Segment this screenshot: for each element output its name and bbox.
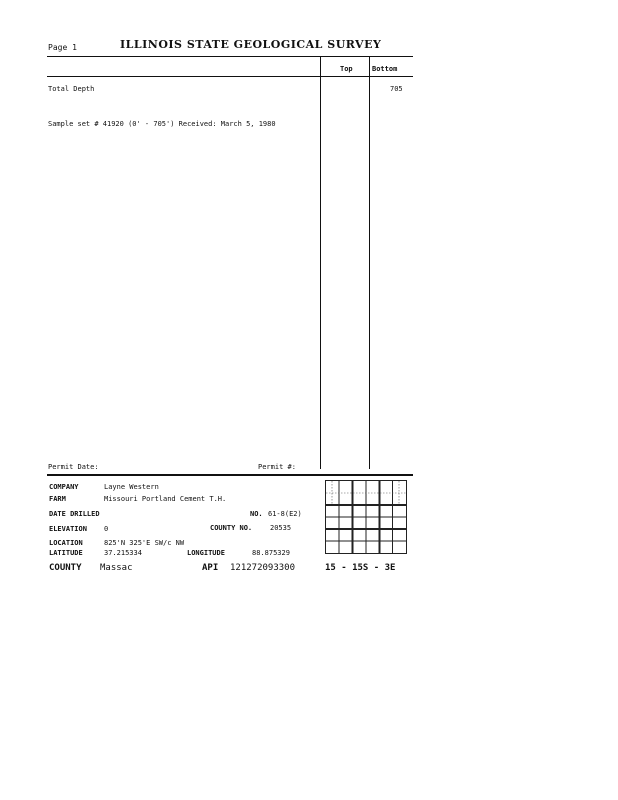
county-no-value: 20535 — [270, 524, 292, 532]
location-value: 825'N 325'E SW/c NW — [104, 539, 185, 547]
county-label: COUNTY — [49, 563, 82, 573]
section-location-grid — [325, 480, 407, 554]
date-drilled-label: DATE DRILLED — [49, 510, 100, 518]
no-label: NO. — [250, 510, 263, 518]
permit-number-label: Permit #: — [258, 463, 296, 471]
county-value: Massac — [100, 563, 133, 573]
permit-date-label: Permit Date: — [48, 463, 99, 471]
sample-set-line: Sample set # 41920 (0' - 705') Received: March 5, 1980 — [48, 120, 276, 128]
township-range: 15 - 15S - 3E — [325, 563, 396, 573]
api-value: 121272093300 — [230, 563, 296, 573]
page-label: Page 1 — [48, 43, 77, 52]
total-depth-label: Total Depth — [48, 85, 95, 93]
elevation-label: ELEVATION — [49, 525, 87, 533]
column-heading-rule — [47, 76, 413, 77]
company-label: COMPANY — [49, 483, 79, 491]
permit-rule — [47, 474, 413, 476]
top-column-heading: Top — [340, 65, 353, 73]
no-value: 61-8(E2) — [268, 510, 302, 518]
longitude-label: LONGITUDE — [187, 549, 225, 557]
location-label: LOCATION — [49, 539, 83, 547]
county-no-label: COUNTY NO. — [210, 524, 253, 532]
farm-value: Missouri Portland Cement T.H. — [104, 495, 227, 503]
elevation-value: 0 — [104, 525, 109, 533]
header-rule — [47, 56, 413, 57]
section-grid-lines — [326, 481, 406, 553]
company-value: Layne Western — [104, 483, 159, 491]
api-label: API — [202, 563, 219, 573]
latitude-label: LATITUDE — [49, 549, 83, 557]
longitude-value: 88.875329 — [252, 549, 290, 557]
farm-label: FARM — [49, 495, 66, 503]
total-depth-value: 705 — [390, 85, 403, 93]
latitude-value: 37.215334 — [104, 549, 142, 557]
survey-title: ILLINOIS STATE GEOLOGICAL SURVEY — [120, 38, 382, 51]
top-column-left-rule — [320, 57, 321, 469]
bottom-column-heading: Bottom — [372, 65, 398, 73]
bottom-column-left-rule — [369, 57, 370, 469]
